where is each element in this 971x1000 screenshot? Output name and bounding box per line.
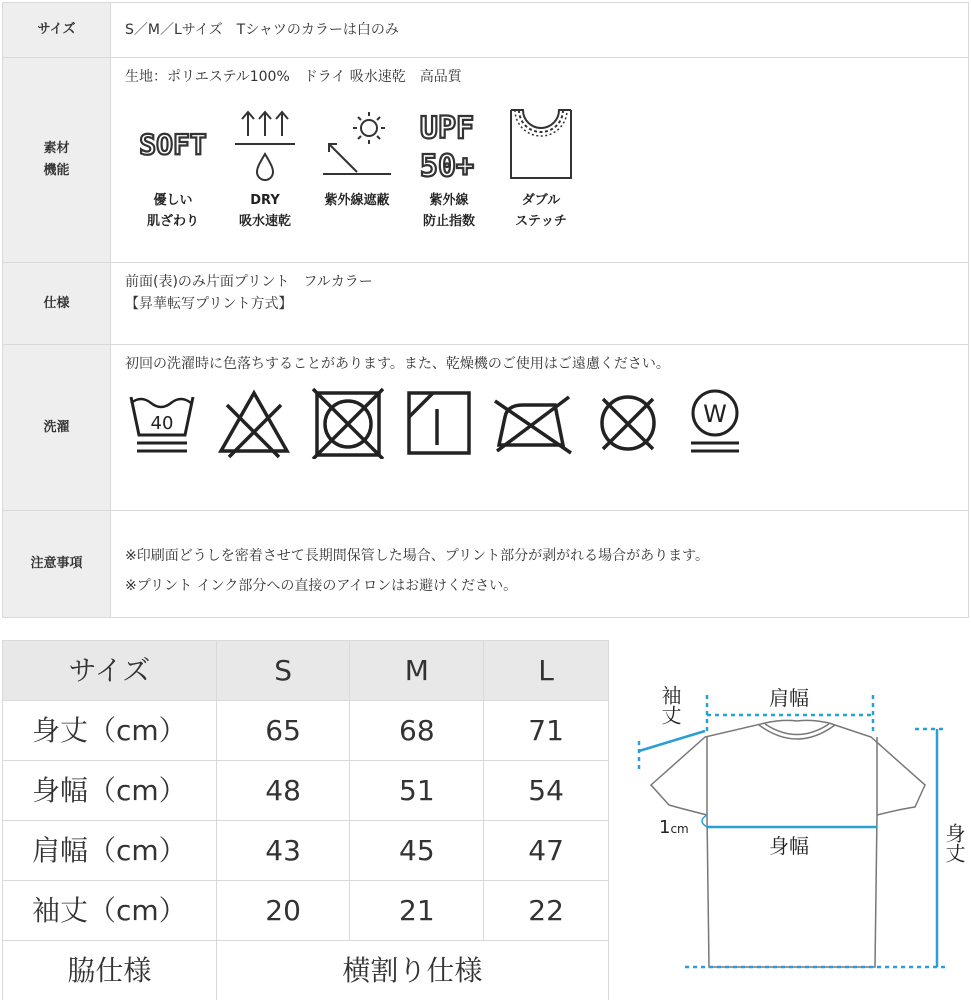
- feature-upf-cap1: 紫外線: [429, 193, 469, 208]
- feature-upf-cap2: 防止指数: [422, 214, 475, 229]
- size-side-value: 横割り仕様: [216, 941, 608, 1000]
- no-tumble-dry-icon: [311, 387, 385, 459]
- table-row: [3, 761, 609, 821]
- spec-wash-text: 初回の洗濯時に色落ちすることがあります。また、乾燥機のご使用はご遠慮ください。: [125, 356, 670, 372]
- no-bleach-icon: [217, 387, 291, 459]
- upf-icon: [407, 102, 491, 188]
- diagram-sleeve-length: 袖丈: [658, 685, 682, 725]
- spec-row-size: [3, 3, 969, 58]
- size-header-size: サイズ: [3, 641, 217, 701]
- spec-label-material-2: 機能: [43, 163, 70, 178]
- size-cell: 21: [350, 881, 484, 941]
- spec-material-cell: [111, 58, 969, 263]
- size-cell: 47: [484, 821, 609, 881]
- size-row-label: 身幅（cm）: [3, 761, 217, 821]
- spec-row-wash: [3, 345, 969, 511]
- size-cell: 68: [350, 701, 484, 761]
- care-icons: [127, 387, 958, 459]
- tshirt-measurement-diagram: [625, 675, 971, 1000]
- feature-uv-cap1: 紫外線遮蔽: [324, 193, 390, 208]
- size-cell: 48: [216, 761, 350, 821]
- svg-text:40: 40: [150, 413, 174, 434]
- diagram-body-length: 身丈: [942, 823, 966, 863]
- feature-upf: [403, 102, 495, 230]
- diagram-offset: [659, 817, 689, 840]
- size-cell: 43: [216, 821, 350, 881]
- spec-row-material: [3, 58, 969, 263]
- wash-40-icon: [127, 387, 197, 459]
- feature-soft-cap1: 優しい: [153, 193, 193, 208]
- size-cell: 54: [484, 761, 609, 821]
- feature-dry-cap1: DRY: [250, 193, 280, 208]
- size-cell: 65: [216, 701, 350, 761]
- spec-label-wash: 洗濯: [3, 345, 111, 511]
- diagram-shoulder-width: 肩幅: [769, 686, 809, 710]
- line-dry-icon: [405, 387, 473, 459]
- dry-drop-icon: [223, 102, 307, 188]
- spec-table: [2, 2, 969, 618]
- feature-icons: [127, 102, 958, 230]
- table-row: [3, 881, 609, 941]
- spec-wash-cell: [111, 345, 969, 511]
- size-header-s: S: [216, 641, 350, 701]
- spec-size-text: S／M／Lサイズ Tシャツのカラーは白のみ: [111, 3, 969, 58]
- table-row: [3, 821, 609, 881]
- double-stitch-icon: [499, 102, 583, 188]
- size-cell: 71: [484, 701, 609, 761]
- wet-clean-icon: [683, 387, 747, 459]
- spec-row-spec: [3, 263, 969, 345]
- no-dry-clean-icon: [593, 387, 663, 459]
- feature-stitch-cap2: ステッチ: [515, 214, 567, 229]
- feature-soft: [127, 102, 219, 230]
- feature-soft-cap2: 肌ざわり: [146, 214, 199, 229]
- feature-uv: [311, 102, 403, 230]
- spec-label-material: [3, 58, 111, 263]
- size-cell: 22: [484, 881, 609, 941]
- size-row-label: 肩幅（cm）: [3, 821, 217, 881]
- size-cell: 20: [216, 881, 350, 941]
- size-side-row: [3, 941, 609, 1000]
- spec-spec-line2: 【昇華転写プリント方式】: [125, 296, 293, 312]
- feature-stitch-cap1: ダブル: [521, 193, 561, 208]
- soft-icon: [131, 102, 215, 188]
- table-row: [3, 701, 609, 761]
- diagram-body-width: 身幅: [769, 834, 809, 858]
- svg-text:W: W: [703, 400, 727, 428]
- spec-caution-line2: ※プリント インク部分への直接のアイロンはお避けください。: [125, 578, 518, 594]
- diagram-offset-unit: cm: [670, 822, 689, 836]
- spec-label-spec: 仕様: [3, 263, 111, 345]
- svg-text:50+: 50+: [419, 149, 475, 184]
- uv-sun-icon: [315, 102, 399, 188]
- spec-label-size: サイズ: [3, 3, 111, 58]
- feature-dry: [219, 102, 311, 230]
- no-iron-icon: [493, 387, 573, 459]
- spec-spec-line1: 前面(表)のみ片面プリント フルカラー: [125, 274, 373, 290]
- size-table: [2, 640, 609, 1000]
- spec-label-material-1: 素材: [43, 141, 70, 156]
- svg-text:SOFT: SOFT: [139, 128, 207, 161]
- spec-spec-cell: [111, 263, 969, 345]
- size-header-row: [3, 641, 609, 701]
- spec-material-text: 生地：ポリエステル100% ドライ 吸水速乾 高品質: [125, 69, 462, 85]
- size-row-label: 袖丈（cm）: [3, 881, 217, 941]
- feature-dry-cap2: 吸水速乾: [238, 214, 291, 229]
- diagram-offset-value: 1: [659, 817, 671, 838]
- size-header-l: L: [484, 641, 609, 701]
- spec-label-caution: 注意事項: [3, 511, 111, 618]
- svg-text:UPF: UPF: [419, 111, 475, 146]
- size-header-m: M: [350, 641, 484, 701]
- size-row-label: 身丈（cm）: [3, 701, 217, 761]
- size-cell: 51: [350, 761, 484, 821]
- spec-caution-line1: ※印刷面どうしを密着させて長期間保管した場合、プリント部分が剥がれる場合があります。: [125, 548, 710, 564]
- size-cell: 45: [350, 821, 484, 881]
- spec-caution-cell: [111, 511, 969, 618]
- size-side-label: 脇仕様: [3, 941, 217, 1000]
- feature-stitch: [495, 102, 587, 230]
- spec-row-caution: [3, 511, 969, 618]
